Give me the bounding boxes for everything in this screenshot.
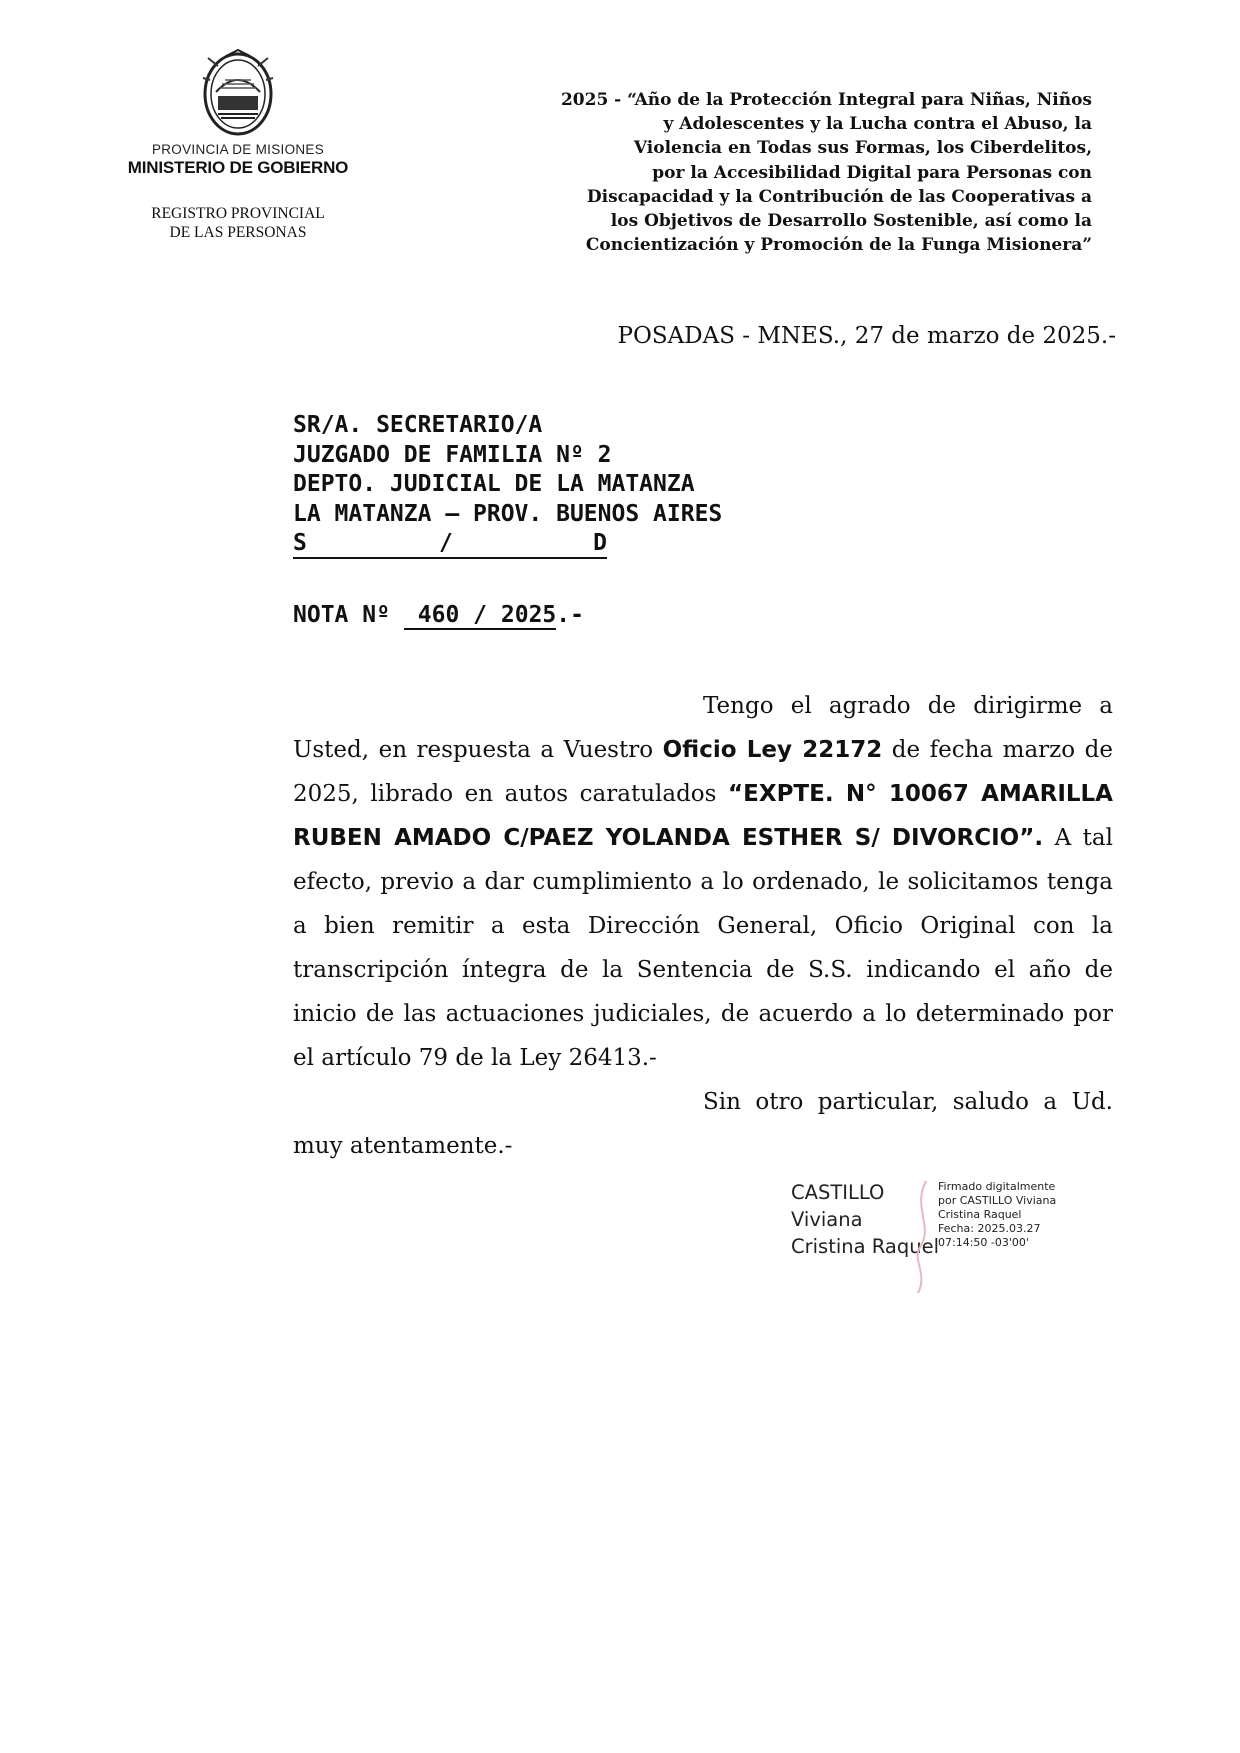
addressee-line: LA MATANZA – PROV. BUENOS AIRES (293, 500, 723, 527)
note-label: NOTA Nº (293, 602, 390, 628)
motto-line: Concientización y Promoción de la Funga Misionera” (585, 235, 1092, 256)
body-text: de fecha marzo de 2025, librado en autos caratulados (293, 737, 1113, 807)
registry-line-2: DE LAS PERSONAS (169, 224, 307, 241)
motto-line: por la Accesibilidad Digital para Personas con (652, 162, 1092, 183)
signature-info-line: 07:14:50 -03'00' (938, 1236, 1029, 1249)
signer-name-line: Cristina Raquel (791, 1235, 940, 1258)
case-title: “EXPTE. N° 10067 AMARILLA RUBEN AMADO C/PAEZ YOLANDA ESTHER S/ DIVORCIO”. (293, 781, 1113, 851)
body-text: A tal efecto, previo a dar cumplimiento a lo ordenado, le solicitamos tenga a bien remitir a esta Dirección General, Oficio Original con la transcripción íntegra de la Sentencia de S.S. indicando el año de inicio de las actuaciones judiciales, de acuerdo a lo determinado por el artículo 79 de la Ley 26413.- (293, 825, 1113, 1071)
body-text: Tengo el agrado de dirigirme a Usted, en respuesta a Vuestro (293, 693, 1113, 763)
oficio-reference: Oficio Ley 22172 (662, 737, 883, 763)
signature-mark-icon (908, 1177, 938, 1297)
body-paragraph-1 (293, 684, 1113, 1080)
sd-d: D (593, 530, 607, 556)
digital-signature-info (938, 1180, 1056, 1250)
signature-info-line: por CASTILLO Viviana (938, 1194, 1057, 1207)
registry-line-1: REGISTRO PROVINCIAL (151, 205, 325, 222)
addressee-line: SR/A. SECRETARIO/A (293, 412, 543, 438)
motto-line: Violencia en Todas sus Formas, los Ciberdelitos, (633, 138, 1092, 159)
letter-body (293, 684, 1113, 1168)
addressee-line: JUZGADO DE FAMILIA Nº 2 (293, 441, 612, 468)
signature-info-line: Fecha: 2025.03.27 (938, 1222, 1041, 1235)
addressee-block (293, 411, 722, 568)
motto-line: 2025 - “Año de la Protección Integral para Niñas, Niños (560, 90, 1092, 110)
note-number-value: 460 / 2025 (404, 602, 556, 630)
signer-name-line: CASTILLO (791, 1181, 885, 1204)
ministry-name: MINISTERIO DE GOBIERNO (127, 158, 349, 177)
signature-info-line: Firmado digitalmente (938, 1180, 1056, 1193)
motto-line: y Adolescentes y la Lucha contra el Abuso, la (663, 114, 1092, 135)
note-suffix: .- (556, 602, 584, 628)
sd-line (293, 529, 722, 568)
addressee-line: DEPTO. JUDICIAL DE LA MATANZA (293, 471, 695, 497)
place-and-date: POSADAS - MNES., 27 de marzo de 2025.- (617, 323, 1116, 349)
provincial-crest-logo (188, 48, 288, 138)
motto-line: Discapacidad y la Contribución de las Cooperativas a (586, 186, 1092, 207)
year-motto (440, 88, 1092, 257)
motto-line: los Objetivos de Desarrollo Sostenible, así como la (610, 211, 1092, 232)
note-number (293, 602, 584, 630)
sd-s: S (293, 530, 307, 556)
sd-slash: / (439, 530, 453, 556)
signer-name-line: Viviana (791, 1208, 863, 1231)
province-name: PROVINCIA DE MISIONES (151, 142, 325, 157)
signature-info-line: Cristina Raquel (938, 1208, 1022, 1221)
closing-paragraph: Sin otro particular, saludo a Ud. muy atentamente.- (293, 1089, 1113, 1159)
